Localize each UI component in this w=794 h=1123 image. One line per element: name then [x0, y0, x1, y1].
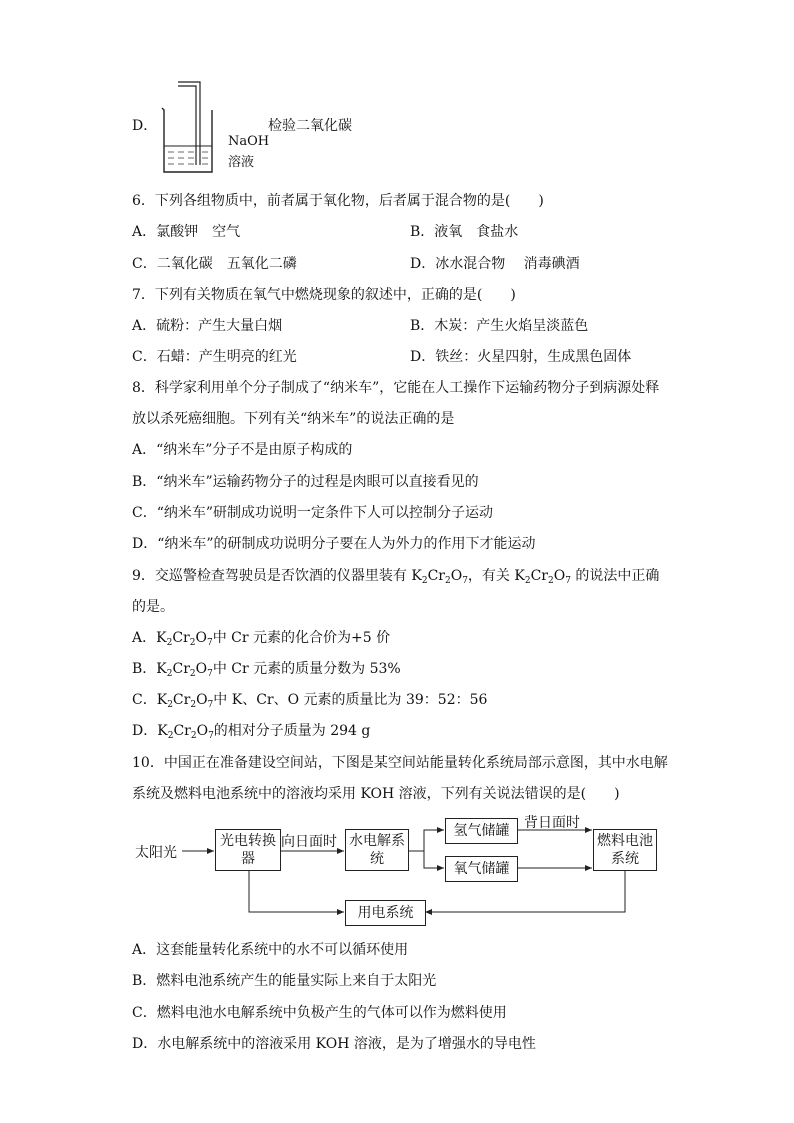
h2-tank-box: 氢气储罐 — [445, 818, 518, 844]
formula-k2cr2o7: $K_2Cr_2O_7$ — [156, 630, 213, 648]
q10-option-c: C．燃料电池水电解系统中负极产生的气体可以作为燃料使用 — [132, 1005, 507, 1021]
q9-stem-line1: 9．交巡警检查驾驶员是否饮酒的仪器里装有 $K_2Cr_2O_7$，有关 $K_2Cr_2O_7$ 的说法中正确 — [132, 568, 660, 586]
q9-option-a: A．$K_2Cr_2O_7$中 Cr 元素的化合价为+5 价 — [132, 630, 391, 648]
q10-stem-line2: 系统及燃料电池系统中的溶液均采用 KOH 溶液，下列有关说法错误的是( ) — [132, 786, 620, 802]
q9-option-b: B．$K_2Cr_2O_7$中 Cr 元素的质量分数为 53% — [132, 661, 401, 679]
q7-stem: 7．下列有关物质在氧气中燃烧现象的叙述中，正确的是( ) — [132, 287, 516, 303]
sunlight-label: 太阳光 — [135, 845, 177, 861]
formula-k2cr2o7: $K_2Cr_2O_7$ — [156, 692, 214, 710]
solution-label: 溶液 — [228, 155, 255, 170]
q7-option-d: D．铁丝：火星四射，生成黑色固体 — [410, 349, 632, 365]
formula-k2cr2o7: $K_2Cr_2O_7$ — [157, 723, 214, 741]
q5-option-d-purpose: 检验二氧化碳 — [268, 118, 352, 134]
formula-k2cr2o7: $K_2Cr_2O_7$ — [411, 568, 468, 586]
q9-stem-line2: 的是。 — [132, 599, 174, 615]
formula-k2cr2o7: $K_2Cr_2O_7$ — [514, 568, 571, 586]
q5-option-d-label: D． — [132, 118, 158, 134]
q10-option-b: B．燃料电池系统产生的能量实际上来自于太阳光 — [132, 973, 437, 989]
power-system-box: 用电系统 — [345, 900, 426, 926]
q8-option-b: B．“纳米车”运输药物分子的过程是肉眼可以直接看见的 — [132, 474, 479, 490]
q6-option-d: D．冰水混合物 消毒碘酒 — [410, 256, 580, 272]
q8-option-a: A．“纳米车”分子不是由原子构成的 — [132, 442, 353, 458]
q9-option-d: D．$K_2Cr_2O_7$的相对分子质量为 294 g — [132, 723, 371, 741]
q6-stem: 6．下列各组物质中，前者属于氧化物，后者属于混合物的是( ) — [132, 193, 544, 209]
q7-option-a: A．硫粉：产生大量白烟 — [132, 318, 283, 334]
formula-k2cr2o7: $K_2Cr_2O_7$ — [156, 661, 213, 679]
naoh-label: NaOH — [228, 134, 270, 149]
q8-stem-line1: 8．科学家利用单个分子制成了“纳米车”，它能在人工操作下运输药物分子到病源处释 — [132, 380, 660, 396]
fuel-cell-box: 燃料电池系统 — [593, 829, 657, 871]
q10-option-a: A．这套能量转化系统中的水不可以循环使用 — [132, 942, 409, 958]
o2-tank-box: 氧气储罐 — [445, 856, 518, 882]
pv-converter-box: 光电转换器 — [215, 829, 281, 871]
q6-option-c: C．二氧化碳 五氧化二磷 — [132, 256, 297, 272]
night-side-label: 背日面时 — [524, 815, 580, 831]
q8-option-d: D．“纳米车”的研制成功说明分子要在人为外力的作用下才能运动 — [132, 536, 536, 552]
q10-option-d: D．水电解系统中的溶液采用 KOH 溶液，是为了增强水的导电性 — [132, 1036, 536, 1052]
q8-option-c: C．“纳米车”研制成功说明一定条件下人可以控制分子运动 — [132, 505, 494, 521]
q9-option-c: C．$K_2Cr_2O_7$中 K、Cr、O 元素的质量比为 39：52：56 — [132, 692, 488, 710]
electrolysis-box: 水电解系统 — [345, 829, 409, 871]
q7-option-b: B．木炭：产生火焰呈淡蓝色 — [410, 318, 589, 334]
q8-stem-line2: 放以杀死癌细胞。下列有关“纳米车”的说法正确的是 — [132, 411, 455, 427]
q6-option-a: A．氯酸钾 空气 — [132, 224, 241, 240]
q7-option-c: C．石蜡：产生明亮的红光 — [132, 349, 297, 365]
q10-stem-line1: 10．中国正在准备建设空间站，下图是某空间站能量转化系统局部示意图，其中水电解 — [132, 755, 668, 771]
q6-option-b: B．液氧 食盐水 — [410, 224, 519, 240]
day-side-label: 向日面时 — [281, 834, 337, 850]
